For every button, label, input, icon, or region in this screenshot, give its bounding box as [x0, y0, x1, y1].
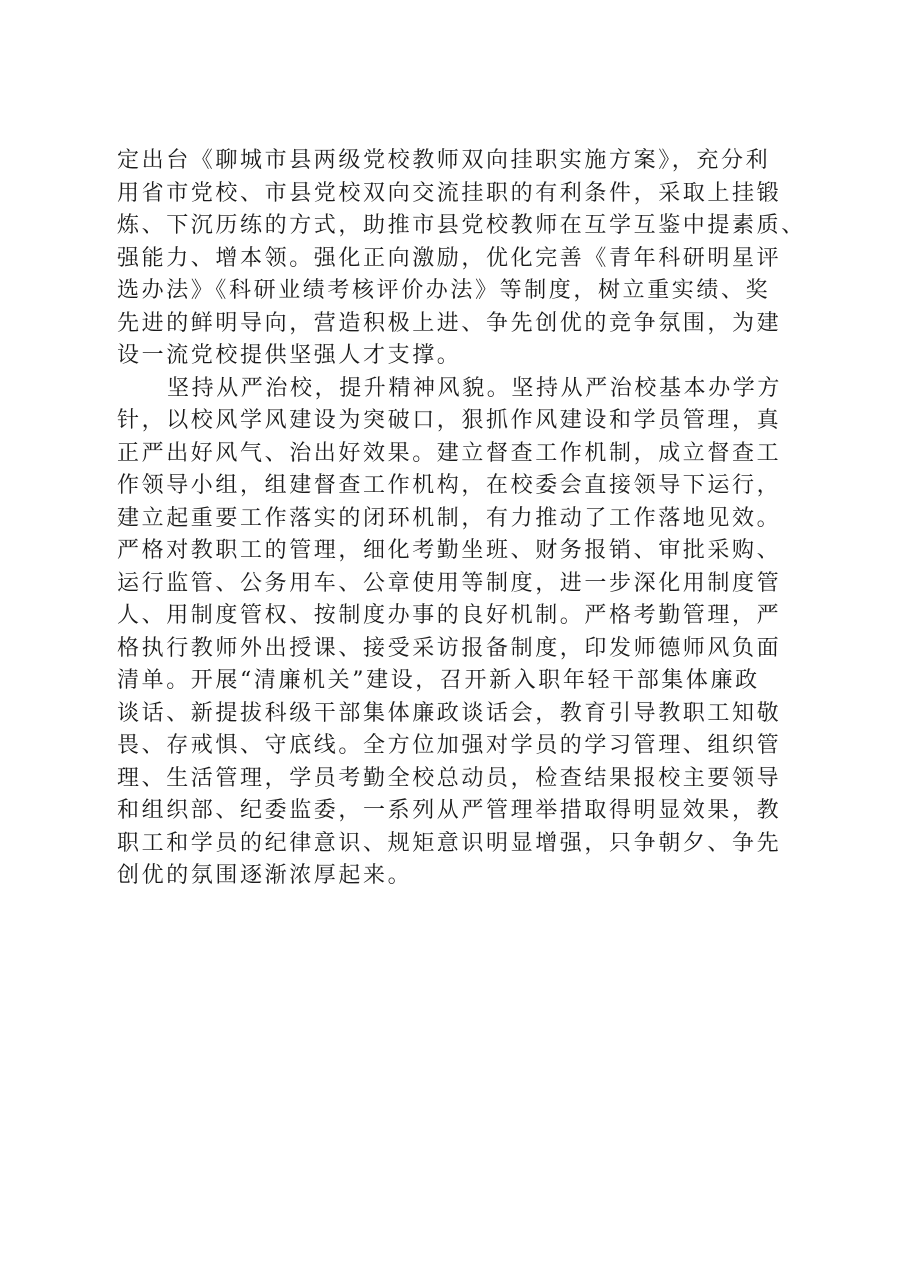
text-line: 严格对教职工的管理，细化考勤坐班、财务报销、审批采购、 — [117, 538, 782, 563]
text-line: 运行监管、公务用车、公章使用等制度，进一步深化用制度管 — [117, 570, 782, 596]
text-line: 正严出好风气、治出好效果。建立督查工作机制，成立督查工 — [117, 440, 782, 466]
text-line: 清单。开展“清廉机关”建设，召开新入职年轻干部集体廉政 — [117, 668, 760, 693]
text-line: 理、生活管理，学员考勤全校总动员，检查结果报校主要领导 — [117, 765, 782, 791]
text-line: 格执行教师外出授课、接受采访报备制度，印发师德师风负面 — [117, 635, 782, 661]
text-line: 建立起重要工作落实的闭环机制，有力推动了工作落地见效。 — [117, 505, 782, 531]
text-line: 针，以校风学风建设为突破口，狠抓作风建设和学员管理，真 — [117, 408, 782, 433]
text-line: 炼、下沉历练的方式，助推市县党校教师在互学互鉴中提素质、 — [117, 213, 806, 238]
text-line: 谈话、新提拔科级干部集体廉政谈话会，教育引导教职工知敬 — [117, 700, 782, 726]
paragraph-start-line: 坚持从严治校，提升精神风貌。坚持从严治校基本办学方 — [167, 375, 783, 401]
text-line: 和组织部、纪委监委，一系列从严管理举措取得明显效果，教 — [117, 798, 782, 823]
text-line: 用省市党校、市县党校双向交流挂职的有利条件，采取上挂锻 — [117, 180, 782, 206]
text-line: 设一流党校提供坚强人才支撑。 — [117, 343, 462, 368]
text-line: 定出台《聊城市县两级党校教师双向挂职实施方案》，充分利 — [117, 148, 771, 173]
text-line: 畏、存戒惧、守底线。全方位加强对学员的学习管理、组织管 — [117, 733, 782, 758]
text-line: 创优的氛围逐渐浓厚起来。 — [117, 863, 413, 888]
text-line: 选办法》《科研业绩考核评价办法》等制度，树立重实绩、奖 — [117, 278, 771, 303]
text-line: 先进的鲜明导向，营造积极上进、争先创优的竞争氛围，为建 — [117, 310, 782, 336]
text-line: 强能力、增本领。强化正向激励，优化完善《青年科研明星评 — [117, 245, 782, 271]
text-line: 职工和学员的纪律意识、规矩意识明显增强，只争朝夕、争先 — [117, 830, 782, 856]
text-line: 作领导小组，组建督查工作机构，在校委会直接领导下运行， — [117, 473, 782, 498]
text-line: 人、用制度管权、按制度办事的良好机制。严格考勤管理，严 — [117, 603, 782, 628]
document-body — [117, 145, 807, 893]
